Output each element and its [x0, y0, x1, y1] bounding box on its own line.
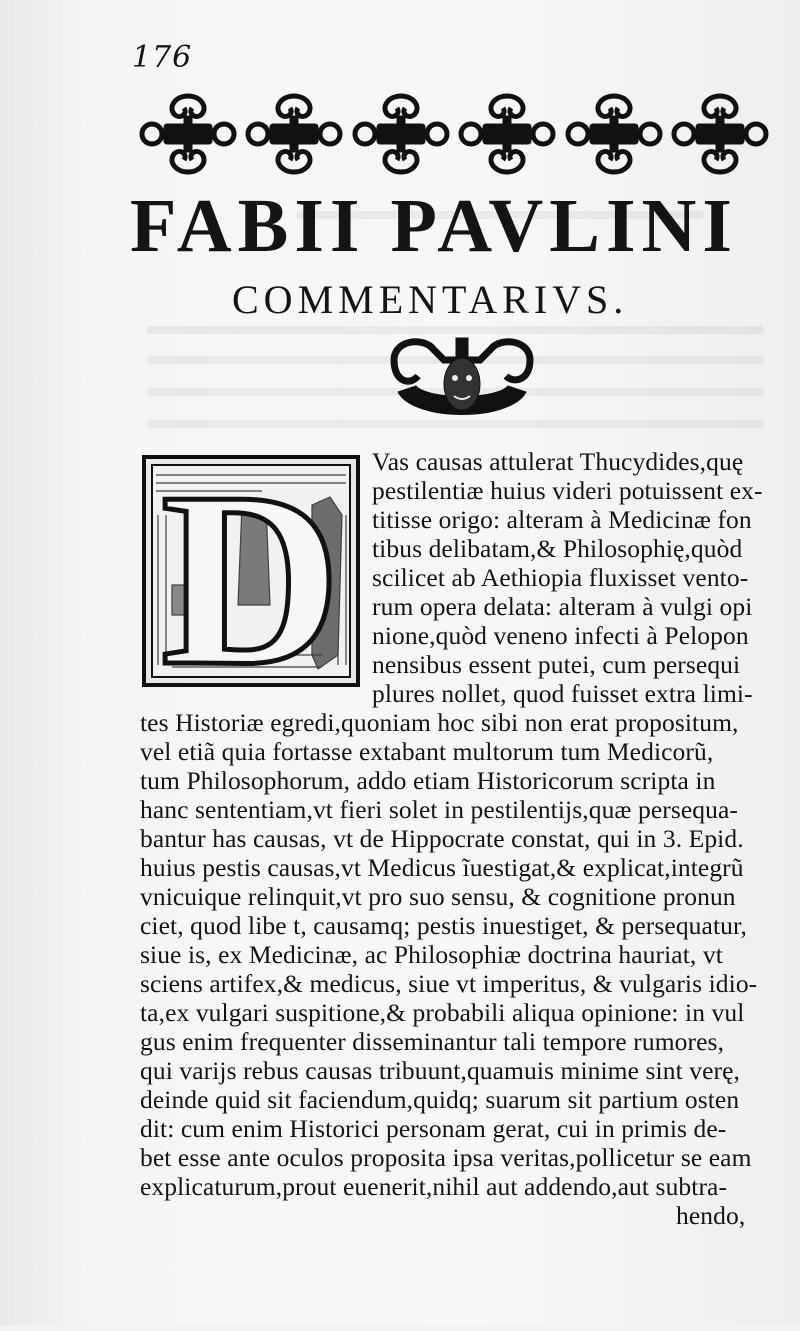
text-line: explicaturum,prout euenerit,nihil aut addendo,aut subtra-	[140, 1172, 728, 1201]
fleuron-ornament-icon	[457, 88, 557, 180]
text-line: qui varijs rebus causas tribuunt,quamuis minime sint verę,	[140, 1056, 740, 1085]
text-line: bantur has causas, vt de Hippocrate constat, qui in 3. Epid.	[140, 824, 744, 853]
text-line: ta,ex vulgari suspitione,& probabili aliqua opinione: in vul	[140, 998, 745, 1027]
text-line: siue is, ex Medicinæ, ac Philosophiæ doctrina hauriat, vt	[140, 940, 723, 969]
page-title: FABII PAVLINI	[130, 184, 738, 268]
text-line: huius pestis causas,vt Medicus ĩuestigat,& explicat,integrũ	[140, 853, 744, 882]
fleuron-ornament-icon	[138, 88, 238, 180]
text-line: vel etiã quia fortasse extabant multorum tum Medicorũ,	[140, 737, 714, 766]
text-line: tibus delibatam,& Philosophię,quòd	[372, 534, 743, 563]
page-number: 176	[132, 40, 193, 75]
text-line: nione,quòd veneno infecti à Pelopon	[372, 621, 749, 650]
text-line: hendo,	[676, 1201, 746, 1230]
fleuron-ornament-icon	[670, 88, 770, 180]
historiated-initial	[142, 455, 360, 687]
fleuron-ornament-icon	[244, 88, 344, 180]
text-line: scilicet ab Aethiopia fluxisset vento-	[372, 563, 749, 592]
text-line: rum opera delata: alteram à vulgi opi	[372, 592, 753, 621]
text-line: nensibus essent putei, cum persequi	[372, 650, 741, 679]
text-line: dit: cum enim Historici personam gerat, cui in primis de-	[140, 1114, 727, 1143]
text-line: ciet, quod libe t, causamq; pestis inuestiget, & persequatur,	[140, 911, 748, 940]
fleuron-band	[138, 88, 770, 180]
fleuron-ornament-icon	[351, 88, 451, 180]
text-line: tes Historiæ egredi,quoniam hoc sibi non erat propositum,	[140, 708, 739, 737]
text-line: Vas causas attulerat Thucydides,quę	[372, 447, 744, 476]
drop-cap-letter: D	[160, 455, 342, 687]
text-line: plures nollet, quod fuisset extra limi-	[372, 679, 753, 708]
text-line: bet esse ante oculos proposita ipsa veritas,pollicetur se eam	[140, 1143, 752, 1172]
text-line: gus enim frequenter disseminantur tali tempore rumores,	[140, 1027, 725, 1056]
text-line: tum Philosophorum, addo etiam Historicorum scripta in	[140, 766, 716, 795]
text-line: pestilentiæ huius videri potuissent ex-	[372, 476, 763, 505]
page-subtitle: COMMENTARIVS.	[232, 277, 629, 322]
text-line: deinde quid sit faciendum,quidq; suarum sit partium osten	[140, 1085, 740, 1114]
mask-ornament-icon	[384, 330, 540, 430]
text-line: sciens artifex,& medicus, siue vt imperitus, & vulgaris idio-	[140, 969, 758, 998]
text-line: vnicuique relinquit,vt pro suo sensu, & cognitione pronun	[140, 882, 736, 911]
fleuron-ornament-icon	[564, 88, 664, 180]
text-line: titisse origo: alteram à Medicinæ fon	[372, 505, 752, 534]
text-line: hanc sententiam,vt fieri solet in pestilentijs,quæ persequa-	[140, 795, 739, 824]
